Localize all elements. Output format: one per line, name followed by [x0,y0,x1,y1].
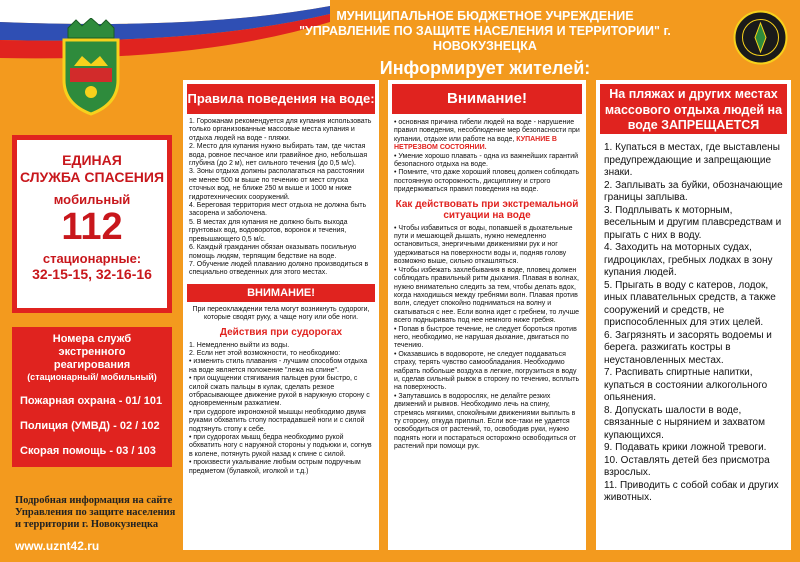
emergency-title: Номера служб экстренного реагирования [52,333,132,371]
extreme-item: • Попав в быстрое течение, не следует бороться против него, необходимо, не нарушая дыхание, двигаться по течению. [394,325,577,350]
drunk-swimming-warning: КУПАНИЕ В НЕТРЕЗВОМ СОСТОЯНИИ. [394,135,557,152]
attention-panel [388,80,586,550]
more-info-text: Подробная информация на сайте Управления по защите населения и территории г. Новокузнецка [15,495,176,530]
prohibited-panel [596,80,791,550]
prohibited-item: 5. Прыгать в воду с катеров, лодок, иных плавательных средств, а также сооружений и средств, не приспособленных для этих целей. [604,279,776,328]
left-column [12,135,172,467]
emergency-row: Полиция (УМВД) - 02 / 102 [20,420,160,432]
extreme-situation-subtitle: Как действовать при экстремальной ситуации на воде [395,198,579,221]
header-line1: МУНИЦИПАЛЬНОЕ БЮДЖЕТНОЕ УЧРЕЖДЕНИЕ [336,9,634,23]
rule-item: 5. В местах для купания не должно быть выхода грунтовых вод, водоворотов, воронок и течения, превышающего 0,5 м/с. [189,218,348,243]
attention-text [388,119,586,195]
prohibited-item: 4. Заходить на моторных судах, гидроциклах, гребных лодках в зону купания людей. [604,242,773,278]
prohibited-banner: На пляжах и других местах массового отдыха людей на воде ЗАПРЕЩАЕТСЯ [600,84,787,134]
action-item: • при судорогах мышц бедра необходимо рукой обхватить ногу с наружной стороны у подъюки и, согнув в колене, потянуть рукой назад к спине с силой. [189,434,372,458]
cramps-intro [183,306,379,323]
extreme-item: • Оказавшись в водовороте, не следует поддаваться страху, терять чувство самообладания. Необходимо набрать побольше воздуха в легкие, погрузиться в воду и, сделав сильный рывок в сторону по течению, всплыть на поверхность. [394,350,580,392]
attention-p1: • основная причина гибели людей на воде - нарушение правил поведения, несоблюдение мер безопасности при купании, отдыхе или работе на воде, [394,119,580,143]
rescue-stationary-numbers: 32-15-15, 32-16-16 [32,266,152,282]
water-rules-banner: Правила поведения на воде: [187,84,375,114]
extreme-situation-list [388,225,586,452]
action-item: • произвести укалывание любым острым подручным предметом (булавкой, иголкой и т.д.) [189,459,361,475]
prohibited-item: 9. Подавать крики ложной тревоги. [604,442,767,453]
prohibited-item: 11. Приводить с собой собак и других животных. [604,479,779,503]
rule-item: 6. Каждый гражданин обязан оказывать посильную помощь людям, терпящим бедствие на воде. [189,244,357,260]
cramps-subtitle: Действия при судорогах [219,326,343,338]
emergency-row: Пожарная охрана - 01/ 101 [20,395,163,407]
extreme-item: • Чтобы избежать захлебывания в воде, пловец должен соблюдать правильный ритм дыхания. Плавая в волнах, нужно внимательно следить за тем, чтобы делать вдох, когда находишься между гребнями волн. Плавая против волн, следует спокойно подниматься на волну и скатываться с нее. Если волна идет с гребнем, то лучше всего подныривать под нее немного ниже гребня. [394,266,580,325]
rule-item: 4. Береговая территория мест отдыха не должна быть засорена и заболочена. [189,202,367,218]
prohibited-item: 8. Допускать шалости в воде, связанные с нырянием и захватом купающихся. [604,404,765,441]
cramps-actions-list [183,342,379,477]
rule-item: 3. Зоны отдыха должны располагаться на расстоянии не менее 500 м выше по течению от мест спуска сточных вод, не ближе 250 м выше и 1000 м ниже гидротехнических сооружений. [189,168,365,201]
rescue-stationary-label: стационарные: [42,251,142,266]
extreme-item: • Запутавшись в водорослях, не делайте резких движений и рывков. Необходимо лечь на спину, стремясь мягкими, спокойными движениями выплыть в ту сторону, откуда приплыл. Если все-таки не удается освободиться от растений, то, освободив руки, нужно поднять ноги и постараться осторожно освободиться от растений при помощи рук. [394,392,577,451]
prohibited-item: 1. Купаться в местах, где выставлены предупреждающие и запрещающие знаки. [604,142,780,178]
rule-item: 7. Обучение людей плаванию должно производиться в специально отведенных для этого местах. [189,260,369,277]
emergency-numbers-box [12,327,172,467]
action-item: 1. Немедленно выйти из воды. [189,341,290,349]
attention-paragraph: • Умение хорошо плавать - одна из важнейших гарантий безопасного отдыха на воде. [394,152,579,169]
rule-item: 2. Место для купания нужно выбирать там, где чистая вода, ровное песчаное или гравийное дно, небольшая глубина (до 2 м), нет сильного течения (до 0,5 м/с). [189,143,368,168]
header-line3: Информирует жителей: [379,58,591,78]
cramps-intro-text: При переохлаждении тела могут возникнуть судороги, которые сводят руку, а чаще ногу или обе ноги. [192,305,370,322]
emergency-row: Скорая помощь - 03 / 103 [20,445,156,457]
rescue-service-box [12,135,172,313]
prohibited-item: 2. Заплывать за буйки, обозначающие границы заплыва. [604,179,783,203]
extreme-item: • Чтобы избавиться от воды, попавшей в дыхательные пути и мешающей дышать, нужно немедленно остановиться, энергичными движениями рук и ног удерживаться на поверхности воды и, подняв голову возможно выше, сильно откашляться. [394,224,573,266]
attention-paragraph [394,119,580,153]
website-link[interactable]: www.uznt42.ru [15,539,100,553]
water-rules-panel [183,80,379,550]
rescue-title1: ЕДИНАЯ [62,152,122,168]
service-logo-icon [733,10,788,65]
emergency-subtitle: (стационарный/ мобильный) [27,372,157,382]
action-item: • изменить стиль плавания - лучшим способом отдыха на воде является положение "лежа на спине". [189,358,368,374]
header-line2: "УПРАВЛЕНИЕ ПО ЗАЩИТЕ НАСЕЛЕНИЯ И ТЕРРИТОРИИ" г. НОВОКУЗНЕЦКА [299,24,671,53]
action-item: • при судороге икроножной мышцы необходимо двумя руками обхватить стопу пострадавшей ноги и с силой подтянуть стопу к себе. [189,408,366,433]
water-rules-list [183,118,379,278]
action-item: 2. Если нет этой возможности, то необходимо: [189,349,341,357]
rescue-title2: СЛУЖБА СПАСЕНИЯ [19,169,165,185]
attention-banner: ВНИМАНИЕ! [187,284,375,302]
action-item: • при ощущении стягивания пальцев руки быстро, с силой сжать пальцы в кулак, сделать резкое отбрасывающее движение рукой в наружную сторону с одновременным разжатием. [189,375,370,408]
prohibited-item: 10. Оставлять детей без присмотра взрослых. [604,454,770,478]
attention-main-banner: Внимание! [392,84,582,114]
prohibited-item: 3. Подплывать к моторным, весельным и другим плавсредствам и прыгать с них в воду. [604,204,782,241]
prohibited-item: 6. Загрязнять и засорять водоемы и берега. разжигать костры в неустановленных местах. [604,329,772,366]
rescue-mobile-number: 112 [61,206,123,248]
prohibited-item: 7. Распивать спиртные напитки, купаться в состоянии алкогольного опьянения. [604,367,768,403]
rule-item: 1. Горожанам рекомендуется для купания использовать только организованные массовые места купания и отдыха людей на воде - пляжи. [189,118,372,142]
rescue-mobile-label: мобильный [53,192,131,207]
prohibited-list [596,138,791,509]
header [250,9,720,79]
attention-paragraph: • Помните, что даже хороший пловец должен соблюдать постоянную осторожность, дисциплину и строго придерживаться правил поведения на воде. [394,169,580,194]
city-coat-of-arms-icon [60,18,122,118]
